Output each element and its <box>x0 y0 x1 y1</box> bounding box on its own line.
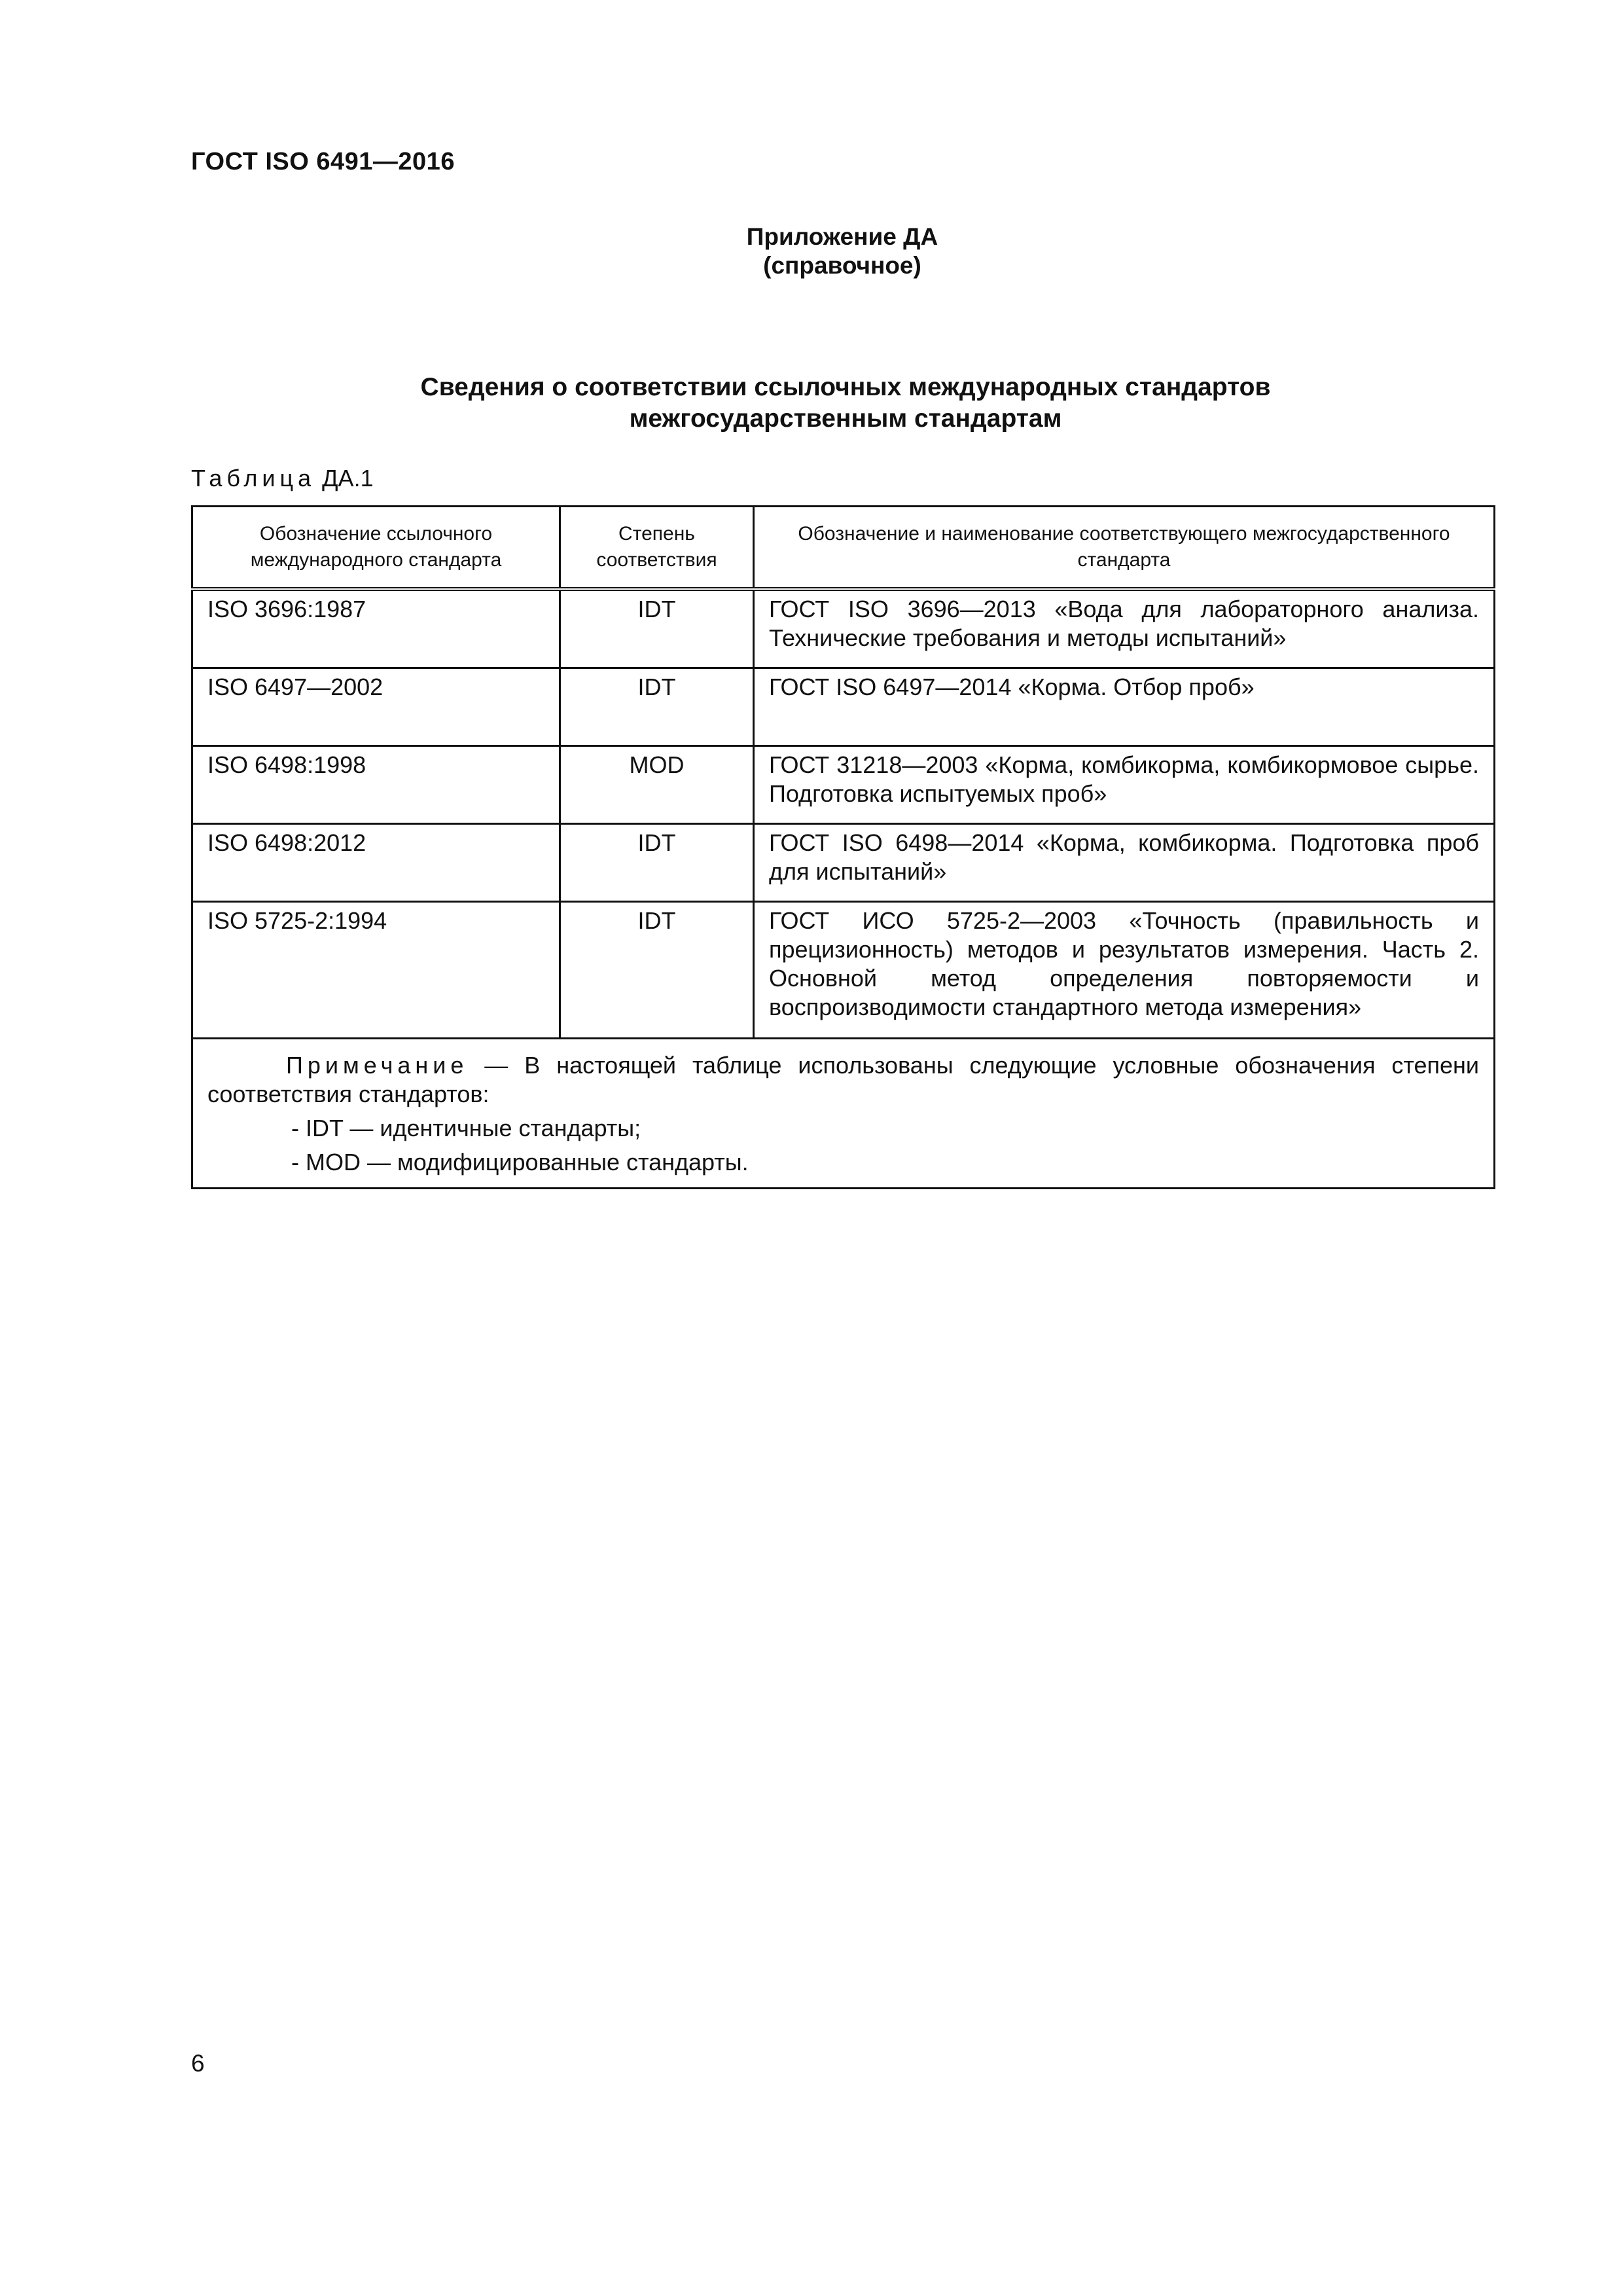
cell-standard: ISO 3696:1987 <box>192 589 560 668</box>
cell-gost: ГОСТ ISO 6498—2014 «Корма, комбикорма. Подготовка проб для испытаний» <box>754 824 1495 902</box>
note-item-mod: - MOD — модифицированные стандарты. <box>291 1149 749 1175</box>
cell-degree: MOD <box>560 746 754 824</box>
cell-standard: ISO 6498:1998 <box>192 746 560 824</box>
column-header-degree: Степень соответствия <box>560 507 754 590</box>
appendix-heading <box>191 223 1493 280</box>
cell-gost: ГОСТ ИСО 5725-2—2003 «Точность (правильность и прецизионность) методов и результатов измерения. Часть 2. Основной метод определения повторяемости и воспроизводимости стандартного метода измерения» <box>754 902 1495 1039</box>
table-note <box>192 1039 1495 1189</box>
table-row <box>192 902 1495 1039</box>
document-header: ГОСТ ISO 6491—2016 <box>191 148 455 175</box>
note-text: — В настоящей таблице использованы следующие условные обозначения степени соответствия стандартов: <box>207 1052 1479 1107</box>
cell-gost: ГОСТ ISO 6497—2014 «Корма. Отбор проб» <box>754 668 1495 746</box>
cell-gost: ГОСТ ISO 3696—2013 «Вода для лабораторного анализа. Технические требования и методы испытаний» <box>754 589 1495 668</box>
cell-standard: ISO 5725-2:1994 <box>192 902 560 1039</box>
table-row <box>192 589 1495 668</box>
note-item-idt: - IDT — идентичные стандарты; <box>291 1115 641 1141</box>
table-header-row <box>192 507 1495 590</box>
table-caption-number: ДА.1 <box>322 465 374 492</box>
table-row <box>192 824 1495 902</box>
cell-gost: ГОСТ 31218—2003 «Корма, комбикорма, комбикормовое сырье. Подготовка испытуемых проб» <box>754 746 1495 824</box>
appendix-type: (справочное) <box>763 252 921 279</box>
cell-standard: ISO 6498:2012 <box>192 824 560 902</box>
table-row <box>192 668 1495 746</box>
section-title-line-1: Сведения о соответствии ссылочных международных стандартов <box>420 373 1271 401</box>
cell-standard: ISO 6497—2002 <box>192 668 560 746</box>
table-row <box>192 746 1495 824</box>
cell-degree: IDT <box>560 902 754 1039</box>
section-title-line-2: межгосударственным стандартам <box>629 404 1062 433</box>
cell-degree: IDT <box>560 668 754 746</box>
page-number: 6 <box>191 2050 205 2077</box>
appendix-title: Приложение ДА <box>746 223 938 250</box>
section-title <box>191 372 1500 435</box>
table-note-row <box>192 1039 1495 1189</box>
correspondence-table <box>191 505 1495 1189</box>
column-header-gost: Обозначение и наименование соответствующего межгосударственного стандарта <box>754 507 1495 590</box>
note-label: Примечание <box>286 1052 469 1079</box>
table-caption-label: Таблица <box>191 465 316 492</box>
note-paragraph <box>207 1051 1479 1109</box>
cell-degree: IDT <box>560 824 754 902</box>
table-caption <box>191 465 374 492</box>
column-header-standard: Обозначение ссылочного международного стандарта <box>192 507 560 590</box>
cell-degree: IDT <box>560 589 754 668</box>
